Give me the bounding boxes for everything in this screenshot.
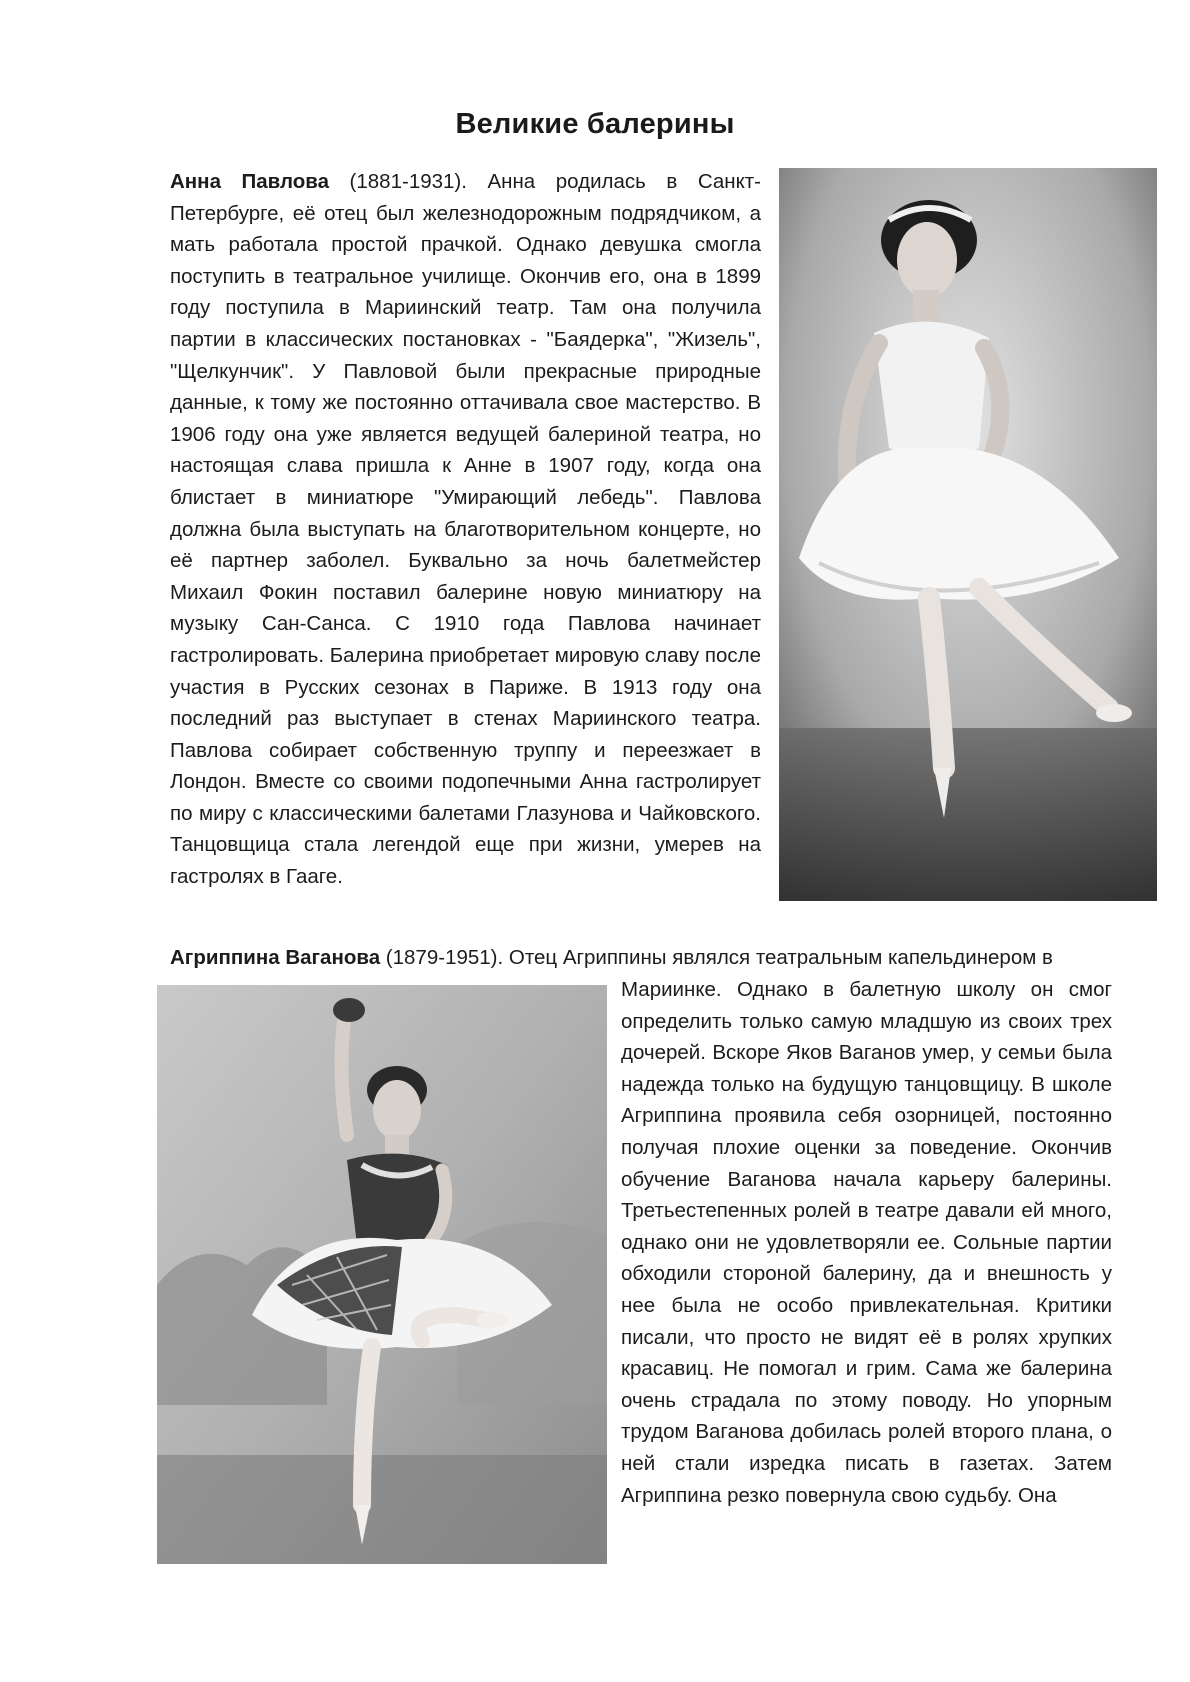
vaganova-first-line [170, 942, 1112, 974]
vaganova-paragraph: Мариинке. Однако в балетную школу он смог определить только самую младшую из своих трех дочерей. Вскоре Яков Ваганов умер, у семьи была надежда только на будущую танцовщицу. В школе Агриппина проявила себя озорницей, постоянно получая плохие оценки за поведение. Окончив обучение Ваганова начала карьеру балерины. Третьестепенных ролей в театре давали ей много, однако они не удовлетворяли ее. Сольные партии обходили стороной балерину, да и внешность у нее была не особо привлекательная. Критики писали, что просто не видят её в ролях хрупких красавиц. Не помогал и грим. Сама же балерина очень страдала по этому поводу. Но упорным трудом Ваганова добилась ролей второго плана, о ней стали изредка писать в газетах. Затем Агриппина резко повернула свою судьбу. Она [621, 978, 1112, 1507]
vaganova-name: Агриппина Ваганова [170, 946, 381, 969]
page-title: Великие балерины [455, 108, 735, 140]
vaganova-photo [157, 985, 607, 1564]
pavlova-paragraph [170, 166, 761, 893]
pavlova-photo [779, 168, 1157, 901]
pavlova-text: (1881-1931). Анна родилась в Санкт-Петербурге, её отец был железнодорожным подрядчиком, а мать работала простой прачкой. Однако девушка смогла поступить в театральное училище. Окончив его, она в 1899 году поступила в Мариинский театр. Там она получила партии в классических постановках - "Баядерка", "Жизель", "Щелкунчик". У Павловой были прекрасные природные данные, к тому же постоянно оттачивала свое мастерство. В 1906 году она уже является ведущей балериной театра, но настоящая слава пришла к Анне в 1907 году, когда она блистает в миниатюре "Умирающий лебедь". Павлова должна была выступать на благотворительном концерте, но её партнер заболел. Буквально за ночь балетмейстер Михаил Фокин поставил балерине новую миниатюру на музыку Сан-Санса. С 1910 года Павлова начинает гастролировать. Балерина приобретает мировую славу после участия в Русских сезонах в Париже. В 1913 году она последний раз выступает в стенах Мариинского театра. Павлова собирает собственную труппу и переезжает в Лондон. Вместе со своими подопечными Анна гастролирует по миру с классическими балетами Глазунова и Чайковского. Танцовщица стала легендой еще при жизни, умерев на гастролях в Гааге. [170, 170, 761, 889]
vaganova-first-line-text: (1879-1951). Отец Агриппины являлся театральным капельдинером в [380, 946, 1053, 969]
pavlova-name: Анна Павлова [170, 170, 329, 193]
